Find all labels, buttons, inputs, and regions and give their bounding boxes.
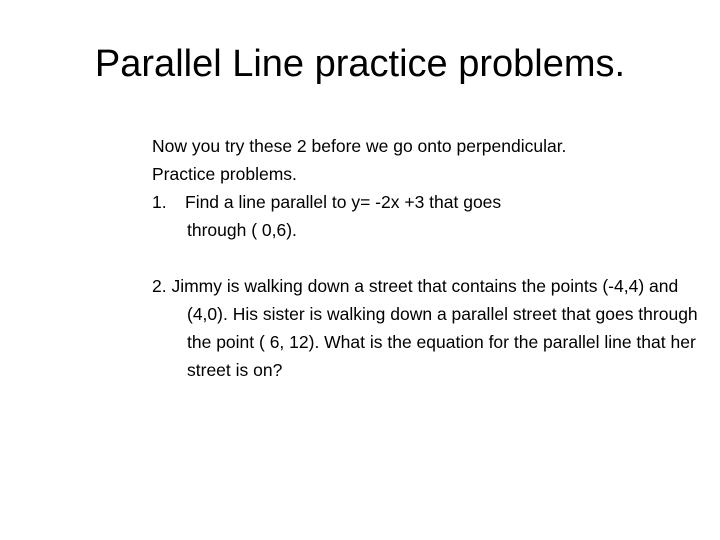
practice-heading: Practice problems. bbox=[152, 164, 297, 184]
slide-body bbox=[152, 132, 707, 384]
problem-1-number: 1. bbox=[152, 192, 167, 212]
problem-1 bbox=[152, 188, 707, 216]
problem-1-text: Find a line parallel to y= -2x +3 that goes bbox=[185, 192, 502, 212]
problem-2-text: 2. Jimmy is walking down a street that contains the points (-4,4) and (4,0). His sister is walking down a parallel street that goes through the point ( 6, 12). What is the equation for the parallel line that her street is on? bbox=[152, 276, 698, 380]
slide-title: Parallel Line practice problems. bbox=[94, 43, 626, 85]
intro-text: Now you try these 2 before we go onto perpendicular. bbox=[152, 136, 567, 156]
problem-1-continuation: through ( 0,6). bbox=[187, 220, 297, 240]
spacer bbox=[152, 244, 707, 272]
